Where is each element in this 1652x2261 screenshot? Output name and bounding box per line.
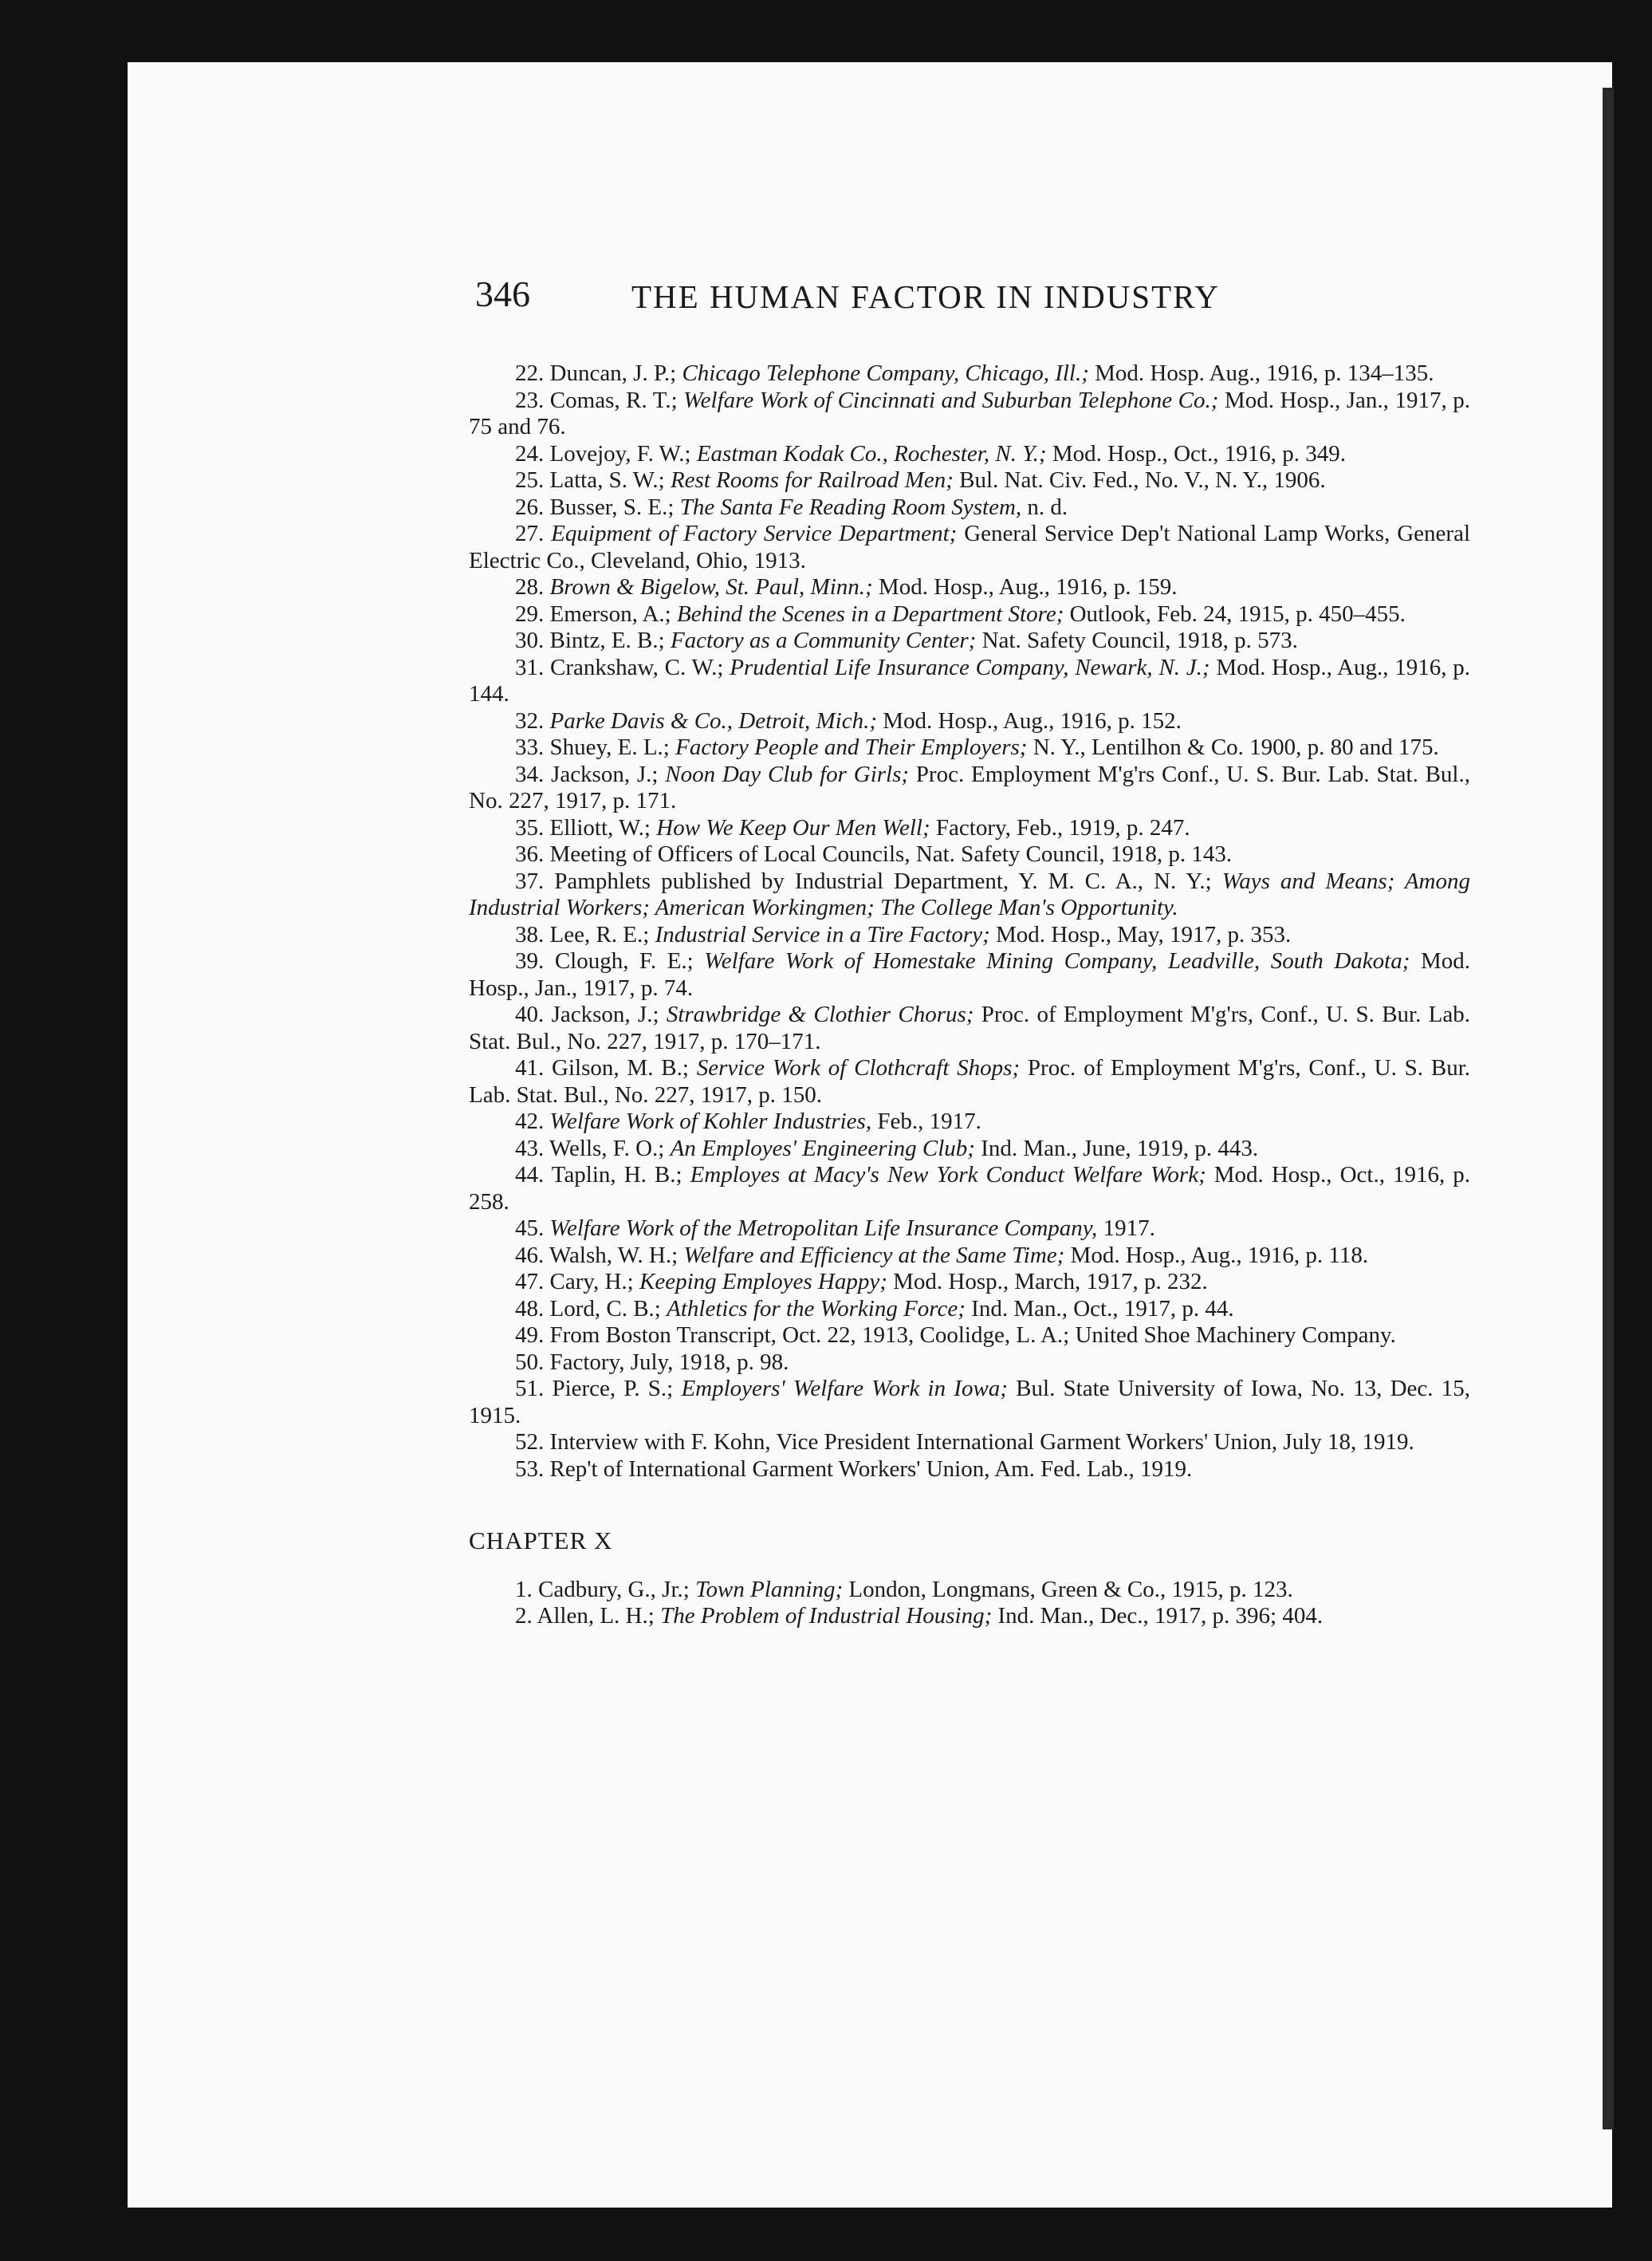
note-entry	[469, 762, 1470, 815]
note-number: 23.	[515, 387, 545, 413]
note-text: Jackson, J.;	[551, 761, 666, 787]
note-title: Employes at Macy's New York Conduct Welfare Work;	[690, 1162, 1206, 1188]
note-text: Gilson, M. B.;	[552, 1055, 697, 1081]
note-text: Mod. Hosp., Aug., 1916, p. 118.	[1064, 1242, 1369, 1268]
note-number: 1.	[515, 1576, 533, 1602]
note-title: Welfare Work of Cincinnati and Suburban Telephone Co.;	[683, 387, 1219, 413]
note-title: Welfare Work of the Metropolitan Life Insurance Company,	[549, 1215, 1098, 1241]
note-entry	[469, 1109, 1470, 1136]
note-text: Wells, F. O.;	[549, 1135, 671, 1161]
chapter-x-notes	[469, 1577, 1470, 1630]
note-entry	[469, 601, 1470, 628]
note-entry	[469, 841, 1470, 869]
note-number: 27.	[515, 521, 545, 546]
note-entry	[469, 1162, 1470, 1215]
note-number: 32.	[515, 707, 545, 734]
note-text: Lovejoy, F. W.;	[549, 440, 697, 467]
note-title: Parke Davis & Co., Detroit, Mich.;	[549, 707, 877, 734]
note-text: N. Y., Lentilhon & Co. 1900, p. 80 and 175.	[1027, 735, 1439, 760]
note-title: Chicago Telephone Company, Chicago, Ill.;	[682, 360, 1089, 386]
note-entry	[469, 1055, 1470, 1109]
note-text: Shuey, E. L.;	[549, 735, 676, 760]
note-title: Welfare Work of Homestake Mining Company, Leadville, South Dakota;	[704, 948, 1410, 974]
note-title: Welfare and Efficiency at the Same Time;	[683, 1242, 1065, 1268]
book-spine-edge	[1603, 88, 1614, 2129]
note-text: Proc. Employment M'g'rs Conf., U. S. Bur. Lab. Stat. Bul., No. 227, 1917, p. 171.	[469, 761, 1470, 813]
note-text: Emerson, A.;	[549, 601, 677, 627]
note-text: Mod. Hosp., Jan., 1917, p. 75 and 76.	[469, 387, 1471, 439]
note-number: 52.	[515, 1429, 545, 1455]
note-entry	[469, 1269, 1470, 1296]
note-text: Nat. Safety Council, 1918, p. 573.	[976, 628, 1298, 653]
notes-list	[469, 360, 1470, 1630]
note-entry	[469, 948, 1470, 1002]
running-title: THE HUMAN FACTOR IN INDUSTRY	[631, 278, 1220, 315]
note-text: Cary, H.;	[549, 1269, 639, 1294]
note-number: 47.	[515, 1269, 545, 1294]
note-text: n. d.	[1021, 494, 1068, 520]
note-title: Brown & Bigelow, St. Paul, Minn.;	[549, 574, 873, 600]
note-number: 43.	[515, 1135, 545, 1161]
note-text: Pierce, P. S.;	[552, 1376, 682, 1401]
note-entry	[469, 1296, 1470, 1323]
note-title: Keeping Employes Happy;	[639, 1269, 887, 1294]
note-entry	[469, 1349, 1470, 1377]
note-number: 49.	[515, 1322, 545, 1348]
note-number: 48.	[515, 1295, 545, 1322]
note-number: 46.	[515, 1242, 545, 1268]
note-entry	[469, 574, 1470, 601]
note-number: 39.	[515, 948, 545, 974]
note-entry	[469, 1002, 1470, 1055]
note-text: Meeting of Officers of Local Councils, Nat. Safety Council, 1918, p. 143.	[549, 841, 1233, 867]
note-entry	[469, 360, 1470, 388]
note-number: 26.	[515, 494, 545, 520]
note-title: Factory People and Their Employers;	[675, 735, 1028, 760]
chapter-ix-notes	[469, 360, 1470, 1483]
note-text: Proc. of Employment M'g'rs, Conf., U. S. Bur. Lab. Stat. Bul., No. 227, 1917, p. 150.	[469, 1055, 1470, 1108]
note-entry	[469, 467, 1470, 494]
note-title: Factory as a Community Center;	[670, 628, 977, 653]
note-title: The Problem of Industrial Housing;	[660, 1603, 993, 1629]
note-number: 30.	[515, 628, 545, 653]
note-entry	[469, 1215, 1470, 1243]
page-header	[475, 273, 1320, 321]
note-number: 45.	[515, 1215, 545, 1241]
note-number: 28.	[515, 574, 545, 600]
note-number: 51.	[515, 1376, 545, 1401]
note-text: Cadbury, G., Jr.;	[538, 1576, 696, 1602]
note-number: 25.	[515, 467, 545, 493]
note-entry	[469, 1376, 1470, 1429]
note-title: Behind the Scenes in a Department Store;	[677, 601, 1064, 627]
note-text: Mod. Hosp., March, 1917, p. 232.	[887, 1269, 1208, 1294]
note-text: Taplin, H. B.;	[551, 1162, 690, 1188]
note-entry	[469, 494, 1470, 522]
note-title: Athletics for the Working Force;	[667, 1295, 966, 1322]
note-title: Employers' Welfare Work in Iowa;	[681, 1376, 1008, 1401]
note-text: Elliott, W.;	[549, 814, 657, 841]
note-text: Mod. Hosp., Aug., 1916, p. 152.	[877, 707, 1182, 734]
note-number: 34.	[515, 761, 545, 787]
note-text: Lord, C. B.;	[549, 1295, 667, 1322]
note-text: Pamphlets published by Industrial Department, Y. M. C. A., N. Y.;	[554, 868, 1222, 894]
note-title: How We Keep Our Men Well;	[656, 814, 930, 841]
note-text: Bintz, E. B.;	[549, 628, 671, 653]
note-title: Equipment of Factory Service Department;	[551, 521, 958, 546]
note-text: Latta, S. W.;	[549, 467, 671, 493]
note-entry	[469, 869, 1470, 922]
note-text: Mod. Hosp., May, 1917, p. 353.	[989, 921, 1292, 947]
note-title: The Santa Fe Reading Room System,	[679, 494, 1022, 520]
note-text: Ind. Man., Dec., 1917, p. 396; 404.	[992, 1603, 1324, 1629]
note-text: Clough, F. E.;	[554, 948, 705, 974]
note-entry	[469, 1243, 1470, 1270]
page-number: 346	[475, 274, 530, 314]
note-text: Mod. Hosp., Oct., 1916, p. 349.	[1046, 440, 1346, 467]
note-text: Mod. Hosp., Jan., 1917, p. 74.	[469, 948, 1470, 1001]
note-text: From Boston Transcript, Oct. 22, 1913, Coolidge, L. A.; United Shoe Machinery Company.	[549, 1322, 1396, 1348]
note-title: Service Work of Clothcraft Shops;	[696, 1055, 1021, 1081]
note-text: Walsh, W. H.;	[549, 1242, 684, 1268]
note-text: Outlook, Feb. 24, 1915, p. 450–455.	[1064, 601, 1406, 627]
note-entry	[469, 708, 1470, 735]
note-title: Eastman Kodak Co., Rochester, N. Y.;	[696, 440, 1047, 467]
note-entry	[469, 388, 1470, 441]
note-title: Rest Rooms for Railroad Men;	[670, 467, 954, 493]
note-text: Bul. State University of Iowa, No. 13, Dec. 15, 1915.	[469, 1376, 1470, 1428]
note-number: 37.	[515, 868, 545, 894]
note-entry	[469, 1322, 1470, 1349]
note-text: London, Longmans, Green & Co., 1915, p. 123.	[843, 1576, 1293, 1602]
note-number: 22.	[515, 360, 545, 386]
note-number: 29.	[515, 601, 545, 627]
note-title: Strawbridge & Clothier Chorus;	[666, 1002, 974, 1027]
note-title: Industrial Service in a Tire Factory;	[655, 921, 990, 947]
note-entry	[469, 735, 1470, 762]
note-text: Rep't of International Garment Workers' Union, Am. Fed. Lab., 1919.	[549, 1455, 1193, 1482]
note-text: Jackson, J.;	[551, 1002, 667, 1027]
note-text: Factory, Feb., 1919, p. 247.	[930, 814, 1190, 841]
note-entry	[469, 1577, 1470, 1604]
note-text: Factory, July, 1918, p. 98.	[549, 1349, 789, 1375]
note-number: 35.	[515, 814, 545, 841]
note-text: Busser, S. E.;	[549, 494, 680, 520]
note-text: 1917.	[1097, 1215, 1155, 1241]
note-entry	[469, 1456, 1470, 1483]
note-number: 36.	[515, 841, 545, 867]
note-title: An Employes' Engineering Club;	[670, 1135, 975, 1161]
note-entry	[469, 922, 1470, 949]
note-text: Ind. Man., Oct., 1917, p. 44.	[965, 1295, 1234, 1322]
note-text: Proc. of Employment M'g'rs, Conf., U. S. Bur. Lab. Stat. Bul., No. 227, 1917, p. 170–171.	[469, 1002, 1471, 1054]
note-text: Ind. Man., June, 1919, p. 443.	[974, 1135, 1259, 1161]
note-text: Allen, L. H.;	[537, 1603, 661, 1629]
note-number: 53.	[515, 1455, 545, 1482]
note-number: 38.	[515, 921, 545, 947]
note-number: 2.	[515, 1603, 533, 1629]
note-text: Feb., 1917.	[871, 1109, 981, 1134]
note-entry	[469, 628, 1470, 655]
note-text: General Service Dep't National Lamp Works, General Electric Co., Cleveland, Ohio, 1913.	[469, 521, 1471, 573]
note-title: Noon Day Club for Girls;	[665, 761, 910, 787]
note-number: 41.	[515, 1055, 545, 1081]
note-number: 33.	[515, 735, 545, 760]
chapter-heading: CHAPTER X	[469, 1526, 613, 1554]
note-number: 44.	[515, 1162, 545, 1188]
note-text: Comas, R. T.;	[549, 387, 684, 413]
note-text: Bul. Nat. Civ. Fed., No. V., N. Y., 1906.	[953, 467, 1326, 493]
note-number: 31.	[515, 654, 545, 680]
note-entry	[469, 441, 1470, 468]
note-entry	[469, 655, 1470, 708]
note-text: Interview with F. Kohn, Vice President International Garment Workers' Union, July 18, 1919.	[549, 1429, 1414, 1455]
note-text: Lee, R. E.;	[549, 921, 655, 947]
note-entry	[469, 815, 1470, 842]
note-text: Mod. Hosp., Oct., 1916, p. 258.	[469, 1162, 1470, 1215]
note-number: 24.	[515, 440, 545, 467]
note-number: 42.	[515, 1109, 545, 1134]
note-title: Town Planning;	[695, 1576, 844, 1602]
note-title: Ways and Means; Among Industrial Workers; American Workingmen; The College Man's Opportunity.	[469, 868, 1471, 920]
note-number: 40.	[515, 1002, 545, 1027]
note-text: Mod. Hosp. Aug., 1916, p. 134–135.	[1088, 360, 1434, 386]
note-text: Mod. Hosp., Aug., 1916, p. 159.	[872, 574, 1178, 600]
note-text: Duncan, J. P.;	[549, 360, 682, 386]
note-text: Mod. Hosp., Aug., 1916, p. 144.	[469, 654, 1470, 707]
note-number: 50.	[515, 1349, 545, 1375]
note-entry	[469, 1136, 1470, 1163]
note-entry	[469, 521, 1470, 574]
note-title: Prudential Life Insurance Company, Newark, N. J.;	[730, 654, 1210, 680]
note-text: Crankshaw, C. W.;	[550, 654, 730, 680]
note-title: Welfare Work of Kohler Industries,	[549, 1109, 872, 1134]
note-entry	[469, 1429, 1470, 1456]
note-entry	[469, 1603, 1470, 1630]
